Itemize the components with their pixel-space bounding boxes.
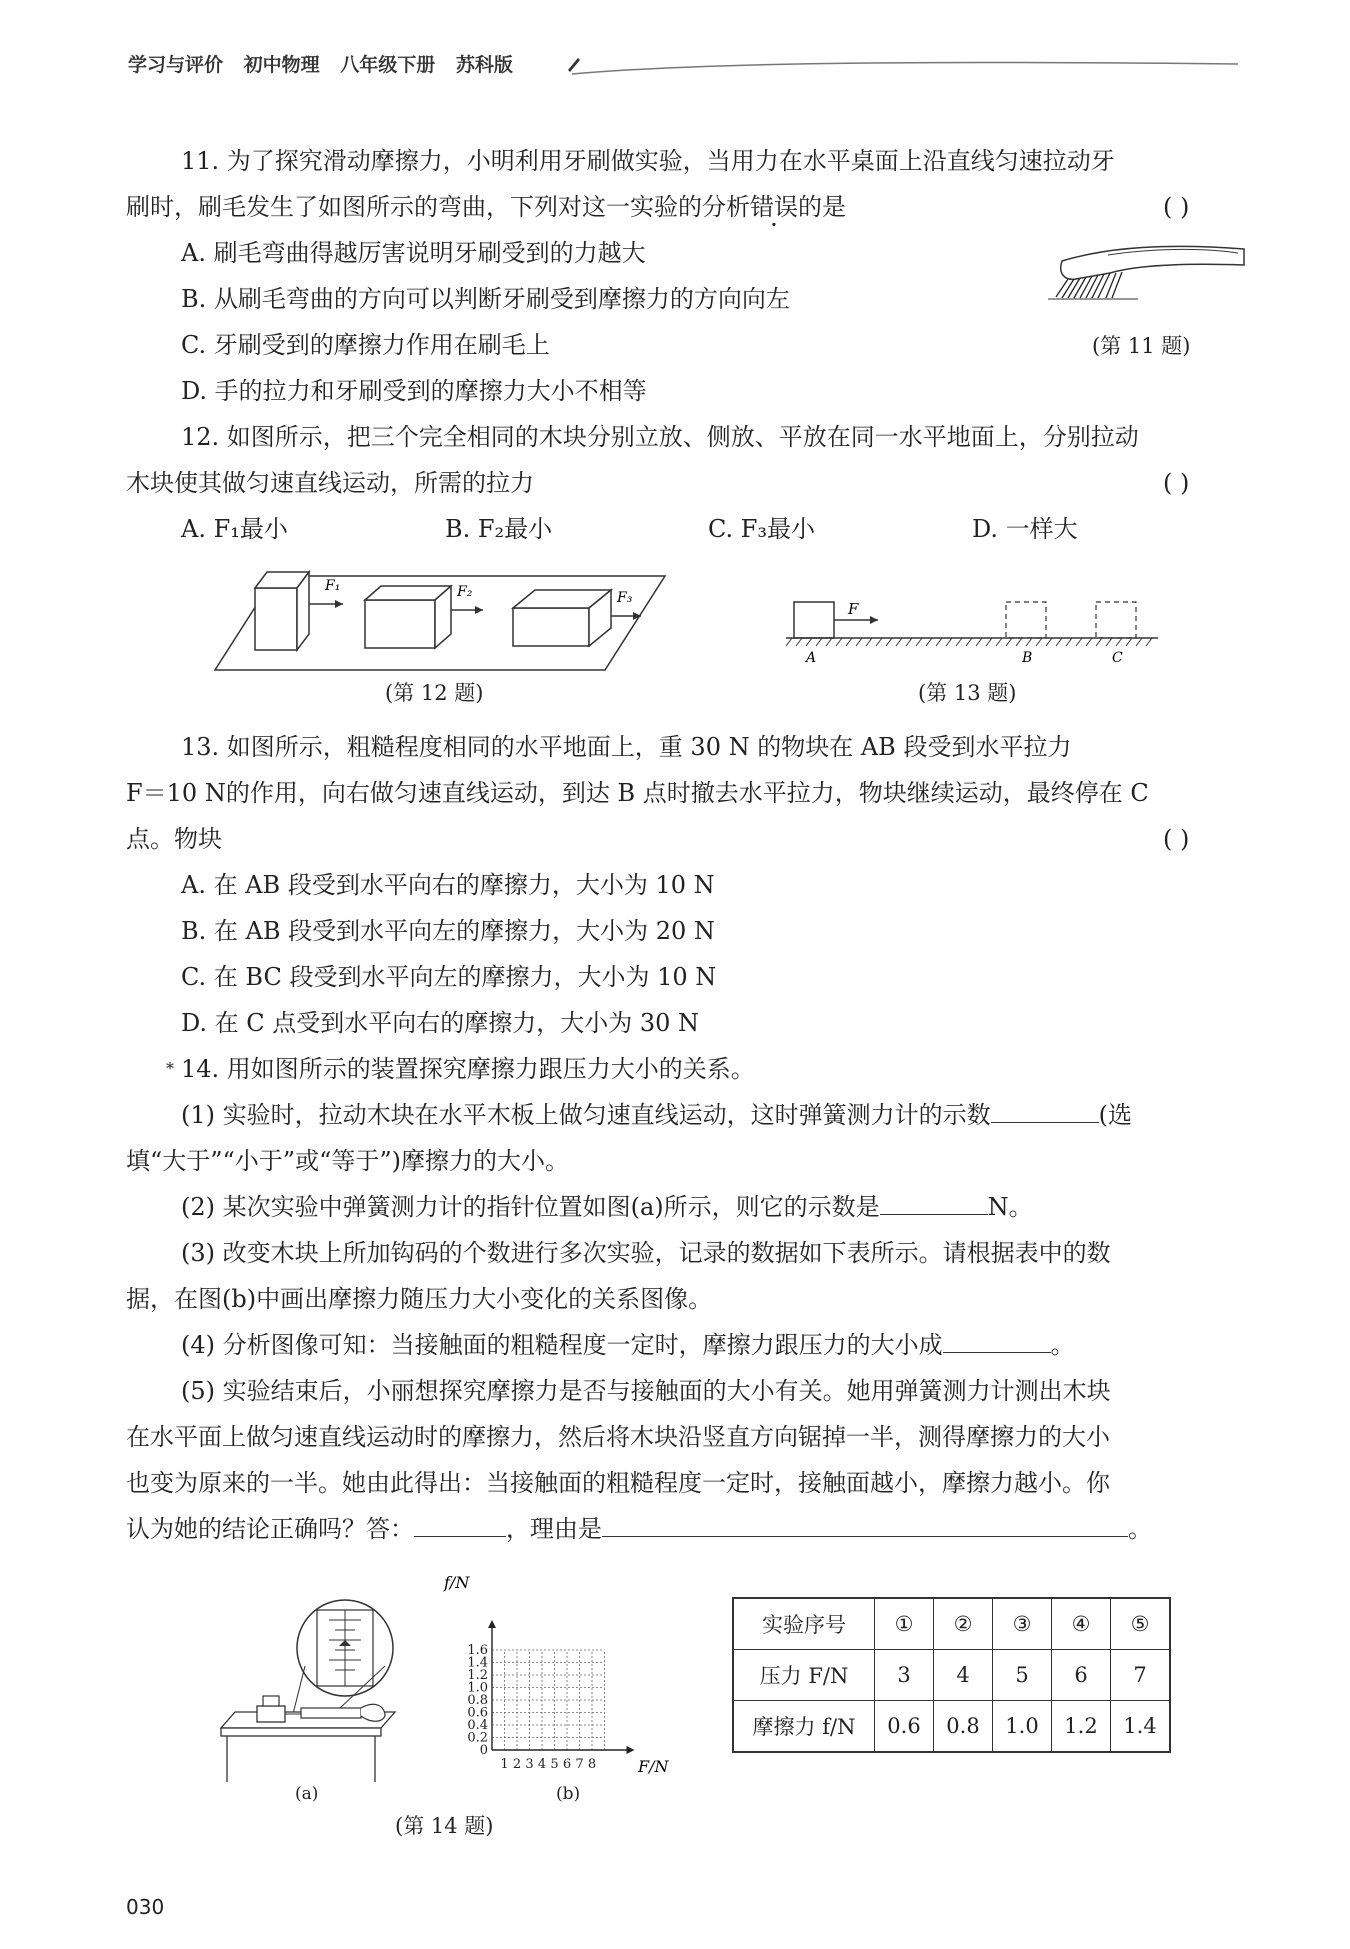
y-tick-label: 1.4 <box>467 1655 488 1671</box>
x-tick-label: 3 <box>525 1757 534 1772</box>
q13-figure-caption: (第 13 题) <box>918 681 1017 705</box>
x-tick-label: 5 <box>550 1757 559 1772</box>
header-series: 学习与评价 <box>128 54 224 76</box>
q14-star: * <box>166 1059 174 1078</box>
q13-line3: 点。物块 <box>126 825 222 853</box>
block-on-ground-figure <box>786 590 1161 670</box>
table-row <box>733 1598 1170 1650</box>
q11-option-a: A. 刷毛弯曲得越厉害说明牙刷受到的力越大 <box>181 239 646 267</box>
q11-figure-caption: (第 11 题) <box>1092 334 1191 358</box>
answer-blank-2[interactable] <box>880 1192 988 1215</box>
running-header <box>128 50 527 77</box>
x-tick-label: 4 <box>537 1757 547 1772</box>
table-cell: ③ <box>993 1598 1052 1650</box>
q12-line1: 12. 如图所示，把三个完全相同的木块分别立放、侧放、平放在同一水平地面上，分别拉动 <box>181 423 1139 451</box>
page-number: 030 <box>126 1895 165 1919</box>
table-row <box>733 1701 1170 1753</box>
q13-option-c: C. 在 BC 段受到水平向左的摩擦力，大小为 10 N <box>181 963 717 991</box>
figure-b-caption: (b) <box>556 1784 581 1804</box>
answer-blank-5a[interactable] <box>414 1514 506 1537</box>
header-subject: 初中物理 <box>243 54 320 76</box>
q13-line1: 13. 如图所示，粗糙程度相同的水平地面上，重 30 N 的物块在 AB 段受到水平拉力 <box>181 733 1072 761</box>
y-tick-label: 1.6 <box>467 1643 488 1658</box>
table-cell: 6 <box>1052 1650 1111 1701</box>
header-edition: 苏科版 <box>455 54 513 76</box>
pen-swoosh-icon <box>568 56 1248 86</box>
q14-part1-cont: 填“大于”“小于”或“等于”)摩擦力的大小。 <box>126 1147 569 1175</box>
point-label-c: C <box>1112 650 1123 666</box>
q14-figure-caption: (第 14 题) <box>395 1814 494 1838</box>
q14-part5-line4: 认为她的结论正确吗？答： ，理由是 。 <box>126 1515 1152 1543</box>
table-cell: 0.6 <box>875 1701 934 1753</box>
q11-line2: 刷时，刷毛发生了如图所示的弯曲，下列对这一实验的分析错误的是 <box>126 193 846 221</box>
table-header-cell: 压力 F/N <box>733 1650 875 1701</box>
q14-part3-cont: 据，在图(b)中画出摩擦力随压力大小变化的关系图像。 <box>126 1285 713 1313</box>
q13-answer-paren: ( ) <box>1163 825 1190 853</box>
table-cell: 4 <box>934 1650 993 1701</box>
graph-y-axis-label: f/N <box>444 1573 470 1592</box>
force-label-f3: F₃ <box>617 590 633 606</box>
figure-a-caption: (a) <box>295 1784 319 1804</box>
y-tick-label: 0.6 <box>467 1705 488 1721</box>
q11-answer-paren: ( ) <box>1163 193 1190 221</box>
force-label-f1: F₁ <box>325 578 341 594</box>
q12-option-d: D. 一样大 <box>972 515 1078 543</box>
point-label-b: B <box>1022 650 1033 666</box>
q14-part2: (2) 某次实验中弹簧测力计的指针位置如图(a)所示，则它的示数是 N。 <box>181 1193 1033 1221</box>
q11-option-c: C. 牙刷受到的摩擦力作用在刷毛上 <box>181 331 550 359</box>
y-tick-label: 1.0 <box>467 1680 488 1696</box>
table-cell: 5 <box>993 1650 1052 1701</box>
x-tick-label: 8 <box>587 1757 597 1772</box>
table-cell: 7 <box>1111 1650 1171 1701</box>
q13-option-a: A. 在 AB 段受到水平向右的摩擦力，大小为 10 N <box>181 871 715 899</box>
q14-part5-line3: 也变为原来的一半。她由此得出：当接触面的粗糙程度一定时，接触面越小，摩擦力越小。你 <box>126 1469 1110 1497</box>
q14-part3: (3) 改变木块上所加钩码的个数进行多次实验，记录的数据如下表所示。请根据表中的数 <box>181 1239 1111 1267</box>
x-tick-label: 6 <box>562 1757 572 1772</box>
q12-option-a: A. F₁最小 <box>181 515 288 543</box>
x-axis-arrow <box>627 1746 635 1754</box>
x-tick-label: 1 <box>500 1757 509 1772</box>
y-axis-arrow <box>488 1620 496 1628</box>
q12-option-b: B. F₂最小 <box>445 515 553 543</box>
answer-blank-4[interactable] <box>943 1330 1051 1353</box>
q11-line1: 11. 为了探究滑动摩擦力，小明利用牙刷做实验，当用力在水平桌面上沿直线匀速拉动牙 <box>181 147 1115 175</box>
q14-part1: (1) 实验时，拉动木块在水平木板上做匀速直线运动，这时弹簧测力计的示数 (选 <box>181 1101 1132 1129</box>
graph-x-axis-label: F/N <box>638 1757 669 1776</box>
q14-part4: (4) 分析图像可知：当接触面的粗糙程度一定时，摩擦力跟压力的大小成 。 <box>181 1331 1075 1359</box>
table-header-cell: 实验序号 <box>733 1598 875 1650</box>
table-cell: ② <box>934 1598 993 1650</box>
y-tick-label: 0.4 <box>467 1718 488 1733</box>
q12-line2: 木块使其做匀速直线运动，所需的拉力 <box>126 469 534 497</box>
emphasis-dot: 错误 <box>750 193 798 221</box>
table-cell: 1.2 <box>1052 1701 1111 1753</box>
force-label-f2: F₂ <box>457 584 473 600</box>
q12-option-c: C. F₃最小 <box>708 515 816 543</box>
point-label-a: A <box>806 650 817 666</box>
toothbrush-figure <box>1048 235 1248 315</box>
q14-part5-line2: 在水平面上做匀速直线运动时的摩擦力，然后将木块沿竖直方向锯掉一半，测得摩擦力的大小 <box>126 1423 1110 1451</box>
y-tick-label: 0.2 <box>467 1730 488 1746</box>
table-cell: ① <box>875 1598 934 1650</box>
q14-line1: 14. 用如图所示的装置探究摩擦力跟压力大小的关系。 <box>181 1055 755 1083</box>
table-cell: ④ <box>1052 1598 1111 1650</box>
table-cell: 3 <box>875 1650 934 1701</box>
table-header-cell: 摩擦力 f/N <box>733 1701 875 1753</box>
answer-blank-1[interactable] <box>991 1100 1099 1123</box>
table-cell: 0.8 <box>934 1701 993 1753</box>
friction-pressure-grid-chart <box>440 1572 690 1782</box>
q13-option-b: B. 在 AB 段受到水平向左的摩擦力，大小为 20 N <box>181 917 715 945</box>
spring-scale-apparatus-figure <box>205 1596 430 1786</box>
q12-answer-paren: ( ) <box>1163 469 1190 497</box>
table-cell: 1.4 <box>1111 1701 1171 1753</box>
q13-option-d: D. 在 C 点受到水平向右的摩擦力，大小为 30 N <box>181 1009 700 1037</box>
y-tick-label: 0.8 <box>467 1693 488 1708</box>
q13-line2: F＝10 N的作用，向右做匀速直线运动，到达 B 点时撤去水平拉力，物块继续运动，最终停在 C <box>126 779 1149 807</box>
table-row <box>733 1650 1170 1701</box>
q14-part5-line1: (5) 实验结束后，小丽想探究摩擦力是否与接触面的大小有关。她用弹簧测力计测出木块 <box>181 1377 1111 1405</box>
q12-figure-caption: (第 12 题) <box>385 681 484 705</box>
answer-blank-5b[interactable] <box>602 1514 1128 1537</box>
three-blocks-figure <box>205 560 675 680</box>
table-cell: 1.0 <box>993 1701 1052 1753</box>
q11-option-b: B. 从刷毛弯曲的方向可以判断牙刷受到摩擦力的方向向左 <box>181 285 790 313</box>
y-tick-label: 1.2 <box>467 1668 488 1683</box>
header-grade: 八年级下册 <box>340 54 436 76</box>
force-label-f: F <box>848 600 859 618</box>
table-cell: ⑤ <box>1111 1598 1171 1650</box>
x-tick-label: 7 <box>575 1757 584 1772</box>
x-tick-label: 2 <box>512 1757 522 1772</box>
q11-option-d: D. 手的拉力和牙刷受到的摩擦力大小不相等 <box>181 377 647 405</box>
experiment-data-table <box>732 1597 1171 1753</box>
y-tick-label: 0 <box>479 1743 488 1758</box>
